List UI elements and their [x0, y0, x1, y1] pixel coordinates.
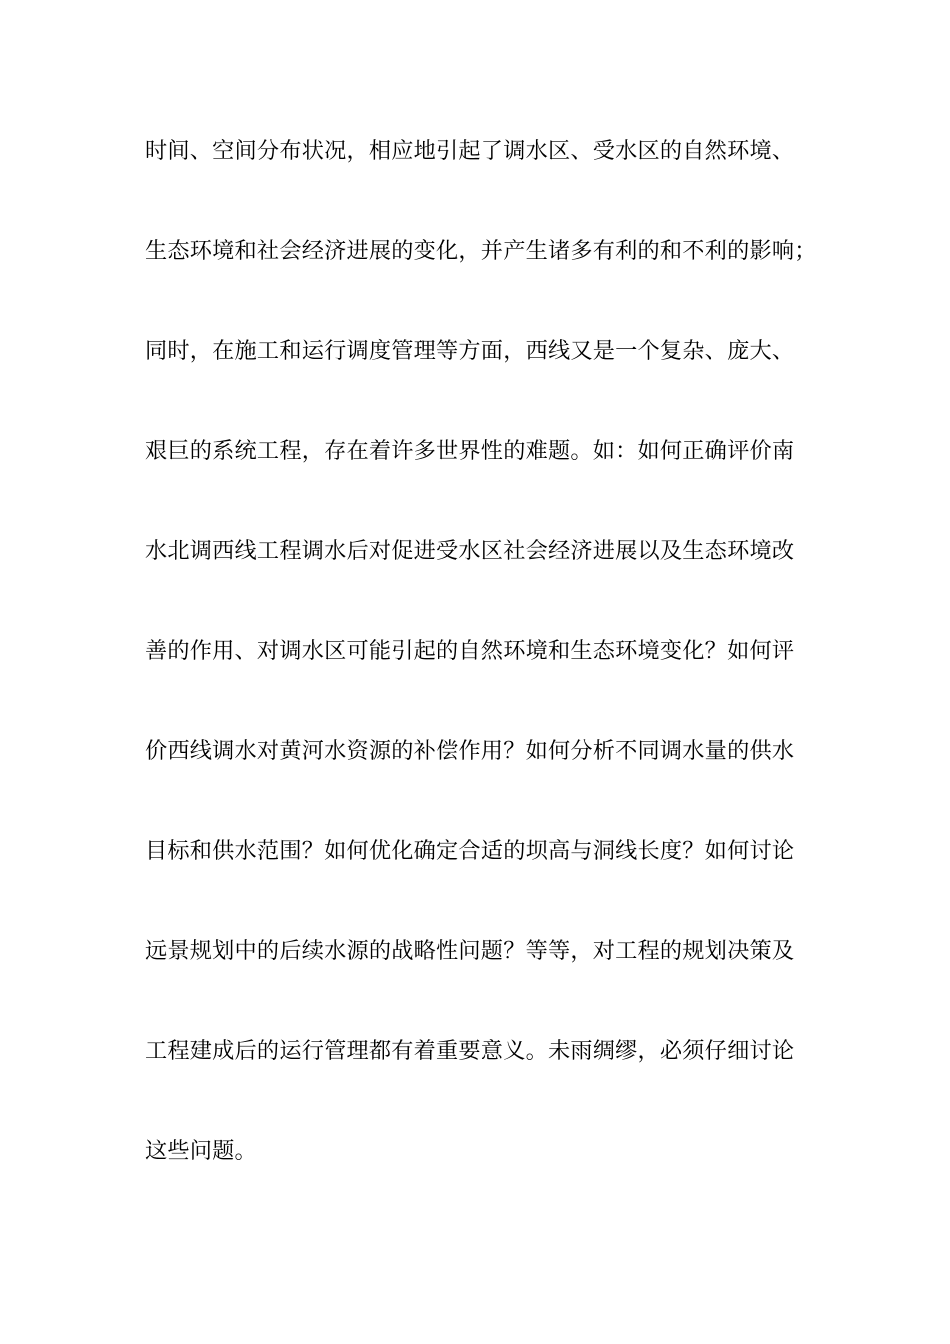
text-line: 工程建成后的运行管理都有着重要意义。未雨绸缪，必须仔细讨论: [145, 1038, 795, 1064]
text-line: 生态环境和社会经济进展的变化，并产生诸多有利的和不利的影响；: [145, 238, 817, 264]
text-line: 远景规划中的后续水源的战略性问题？等等，对工程的规划决策及: [145, 938, 795, 964]
text-line: 时间、空间分布状况，相应地引起了调水区、受水区的自然环境、: [145, 138, 795, 164]
text-line: 水北调西线工程调水后对促进受水区社会经济进展以及生态环境改: [145, 538, 795, 564]
body-paragraph: [145, 128, 825, 1228]
text-line: 目标和供水范围？如何优化确定合适的坝高与洞线长度？如何讨论: [145, 838, 795, 864]
text-line: 价西线调水对黄河水资源的补偿作用？如何分析不同调水量的供水: [145, 738, 795, 764]
text-line: 同时，在施工和运行调度管理等方面，西线又是一个复杂、庞大、: [145, 338, 795, 364]
text-line: 这些问题。: [145, 1138, 257, 1164]
text-line: 艰巨的系统工程，存在着许多世界性的难题。如：如何正确评价南: [145, 438, 795, 464]
text-line: 善的作用、对调水区可能引起的自然环境和生态环境变化？如何评: [145, 638, 795, 664]
